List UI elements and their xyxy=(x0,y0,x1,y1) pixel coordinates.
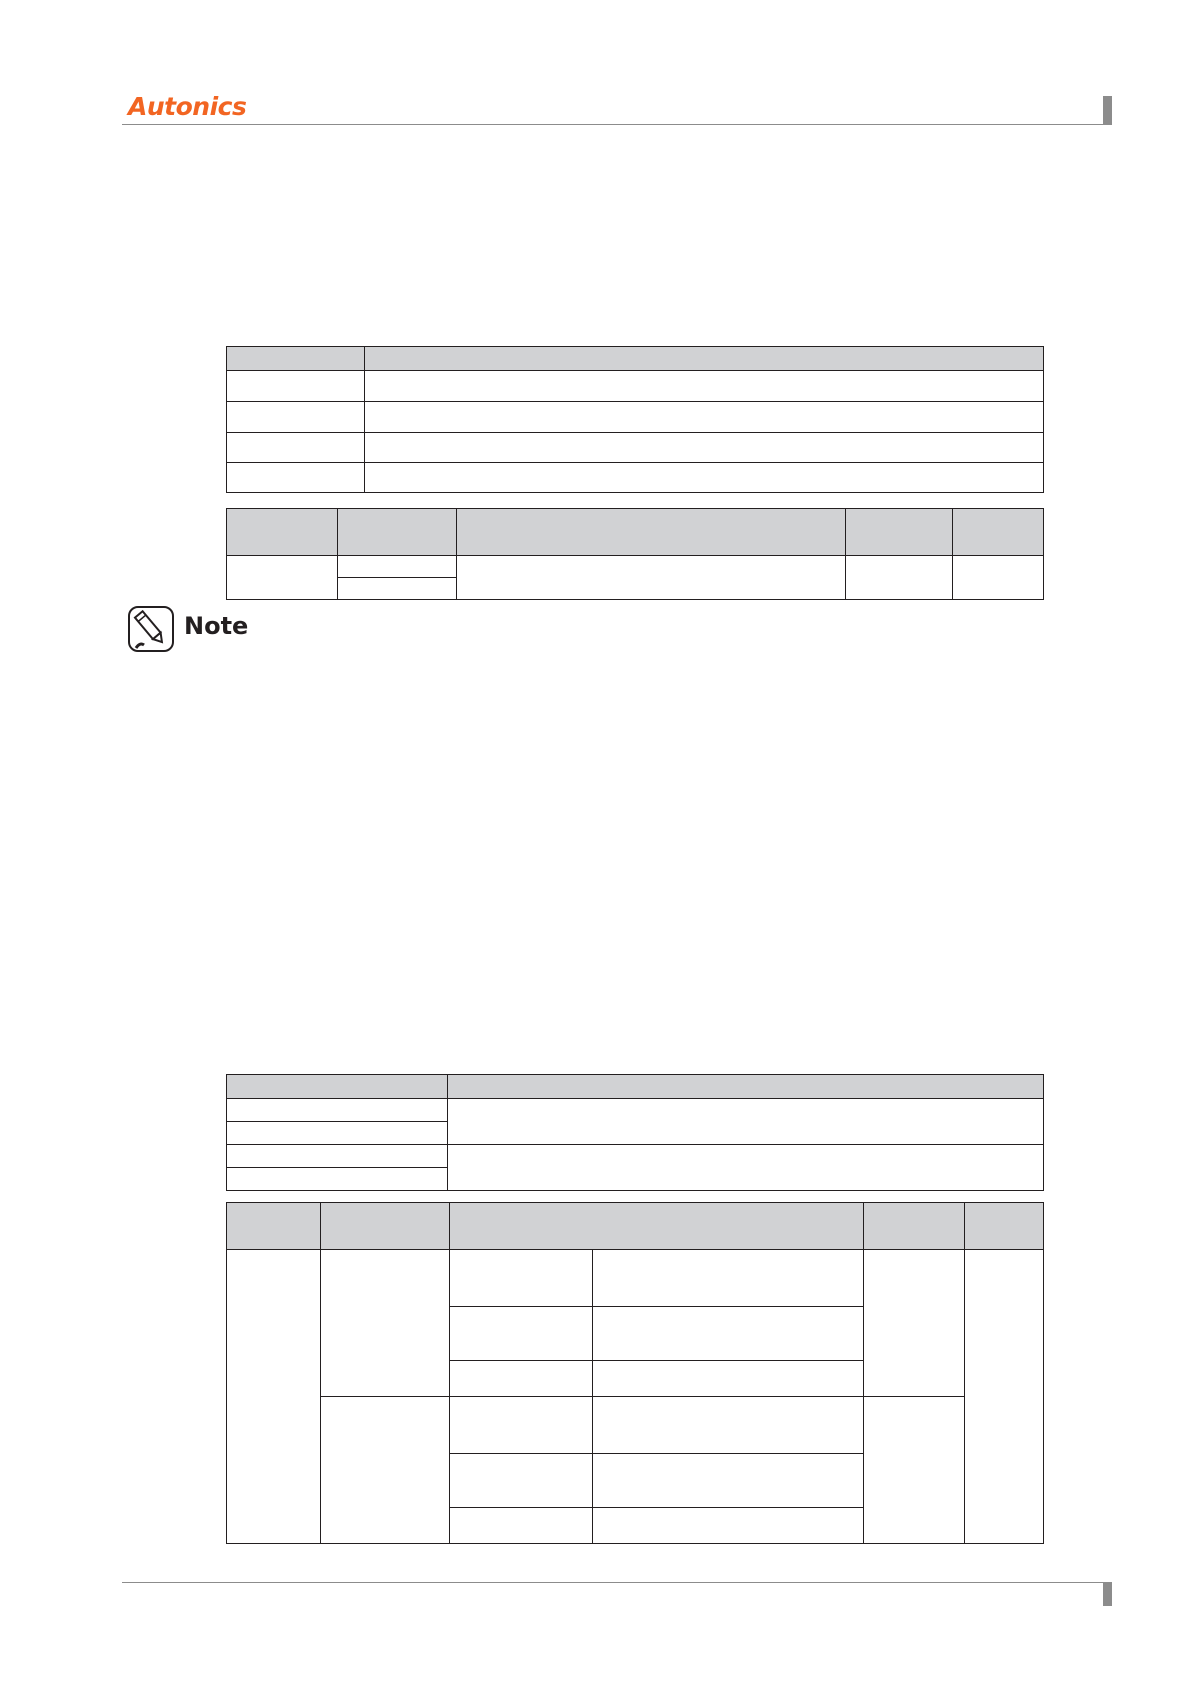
table-row xyxy=(227,463,1044,493)
table-row xyxy=(227,371,1044,402)
table-cell xyxy=(448,1145,1044,1191)
table-cell xyxy=(321,1203,450,1250)
table-cell xyxy=(953,509,1044,556)
table-cell xyxy=(846,509,953,556)
table-cell xyxy=(450,1454,593,1508)
table-cell xyxy=(321,1397,450,1544)
table-cell xyxy=(593,1250,864,1307)
table-cell xyxy=(365,371,1044,402)
parameter-table-1 xyxy=(226,346,1044,493)
table-row xyxy=(227,1099,1044,1122)
table-cell xyxy=(450,1250,593,1307)
header-rule xyxy=(122,124,1112,125)
table-row xyxy=(227,433,1044,463)
table-cell xyxy=(846,556,953,600)
table-cell xyxy=(365,463,1044,493)
table-cell xyxy=(593,1508,864,1544)
parameter-table-2 xyxy=(226,508,1044,600)
table-cell xyxy=(365,433,1044,463)
table-cell xyxy=(227,1168,448,1191)
table-cell xyxy=(365,347,1044,371)
header-page-tab xyxy=(1103,96,1112,124)
table-cell xyxy=(593,1307,864,1361)
table-cell xyxy=(338,509,457,556)
note-heading xyxy=(126,604,266,658)
table-cell xyxy=(227,1203,321,1250)
note-label: Note xyxy=(184,612,249,640)
table-cell xyxy=(227,556,338,600)
footer-page-tab xyxy=(1103,1582,1112,1606)
table-cell xyxy=(227,463,365,493)
table-cell xyxy=(965,1203,1044,1250)
parameter-table-4 xyxy=(226,1202,1044,1544)
table-cell xyxy=(448,1099,1044,1145)
table-cell xyxy=(227,1145,448,1168)
table-cell xyxy=(450,1508,593,1544)
table-header-row xyxy=(227,1203,1044,1250)
pencil-note-icon xyxy=(126,604,176,654)
table-cell xyxy=(227,1250,321,1544)
table-header-row xyxy=(227,347,1044,371)
table-row xyxy=(227,402,1044,433)
table-row xyxy=(227,1250,1044,1307)
table-cell xyxy=(227,402,365,433)
table-cell xyxy=(593,1397,864,1454)
table-cell xyxy=(864,1250,965,1397)
table-cell xyxy=(864,1397,965,1544)
footer-rule xyxy=(122,1582,1112,1583)
table-cell xyxy=(227,371,365,402)
table-cell xyxy=(338,578,457,600)
table-cell xyxy=(227,1122,448,1145)
parameter-table-3 xyxy=(226,1074,1044,1191)
table-cell xyxy=(227,1099,448,1122)
table-cell xyxy=(227,433,365,463)
table-cell xyxy=(227,1075,448,1099)
table-header-row xyxy=(227,1075,1044,1099)
table-cell xyxy=(321,1250,450,1397)
table-cell xyxy=(365,402,1044,433)
table-cell xyxy=(450,1307,593,1361)
table-row xyxy=(227,556,1044,578)
table-cell xyxy=(953,556,1044,600)
table-cell xyxy=(457,509,846,556)
table-cell xyxy=(457,556,846,600)
table-row xyxy=(227,1145,1044,1168)
table-cell xyxy=(593,1361,864,1397)
table-cell xyxy=(450,1361,593,1397)
table-cell xyxy=(450,1397,593,1454)
table-header-row xyxy=(227,509,1044,556)
table-cell xyxy=(450,1203,864,1250)
table-row xyxy=(227,1397,1044,1454)
table-cell xyxy=(338,556,457,578)
table-cell xyxy=(227,509,338,556)
table-cell xyxy=(864,1203,965,1250)
table-cell xyxy=(593,1454,864,1508)
table-cell xyxy=(965,1250,1044,1544)
autonics-logo: Autonics xyxy=(128,92,247,121)
table-cell xyxy=(448,1075,1044,1099)
table-cell xyxy=(227,347,365,371)
